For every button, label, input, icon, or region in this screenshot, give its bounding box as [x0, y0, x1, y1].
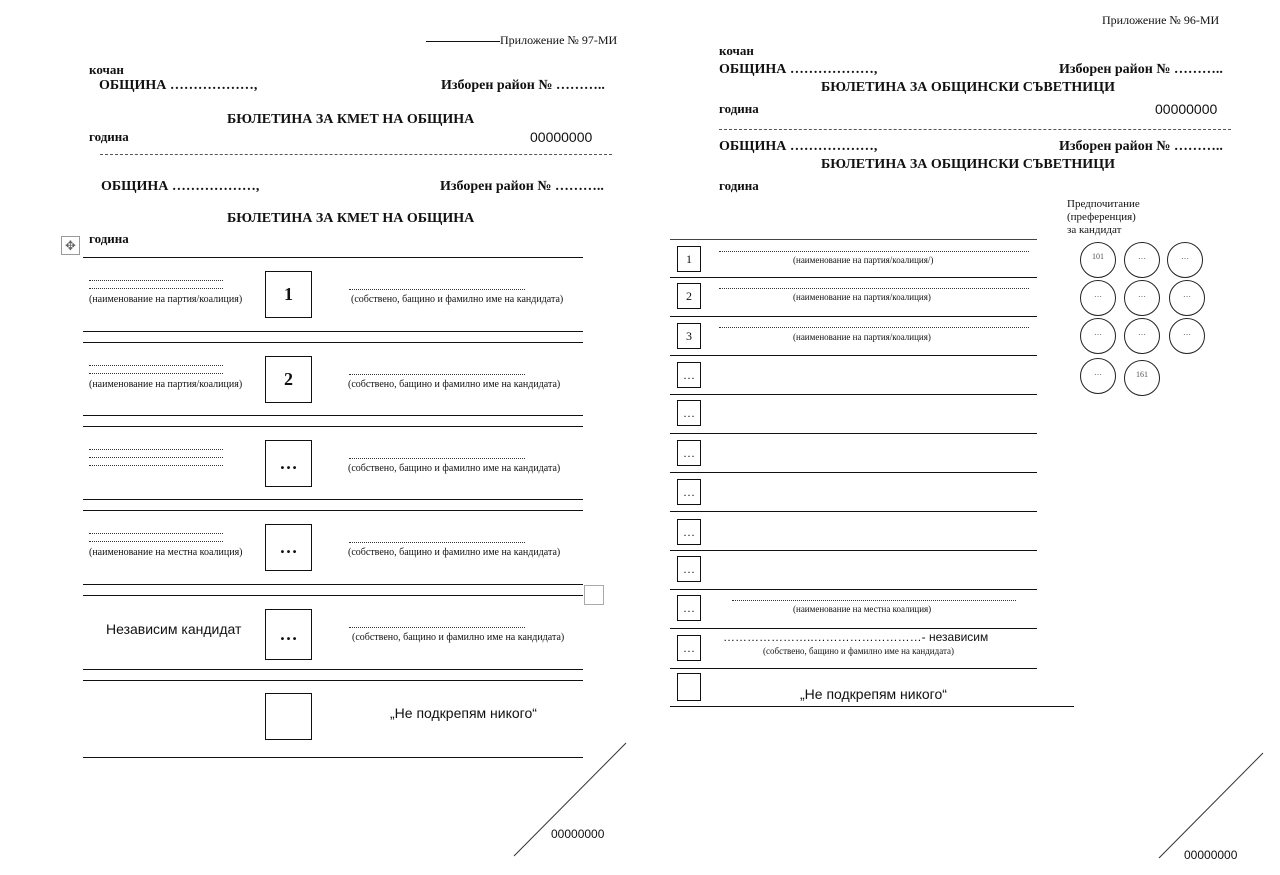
vote-box-none[interactable]: [265, 693, 312, 740]
preference-circle-161[interactable]: 161: [1124, 360, 1160, 396]
coalition-box[interactable]: …: [677, 595, 701, 621]
preference-circle[interactable]: …: [1169, 280, 1205, 316]
move-handle-icon[interactable]: ✥: [61, 236, 80, 255]
party-caption: (наименование на партия/коалиция): [793, 292, 931, 302]
party-dots: [89, 449, 223, 450]
obshtina-label-2: ОБЩИНА ………………,: [719, 139, 878, 154]
raion-label: Изборен район № ………..: [441, 78, 605, 93]
party-dots: [89, 465, 223, 466]
party-box-7[interactable]: …: [677, 479, 701, 505]
independent-label: Независим кандидат: [106, 621, 242, 637]
party-caption: (наименование на партия/коалиция): [793, 332, 931, 342]
table-line: [670, 433, 1037, 434]
party-dots: [719, 327, 1029, 328]
table-line: [83, 680, 583, 681]
preference-circle[interactable]: …: [1080, 280, 1116, 316]
party-dots: [89, 457, 223, 458]
table-line: [670, 355, 1037, 356]
bottom-serial: 00000000: [1184, 848, 1238, 862]
party-caption: (наименование на партия/коалиция/): [793, 255, 934, 265]
party-dots: [719, 251, 1029, 252]
table-line: [670, 316, 1037, 317]
table-line: [670, 589, 1037, 590]
party-box-2[interactable]: 2: [677, 283, 701, 309]
table-line: [670, 277, 1037, 278]
table-line: [83, 499, 583, 500]
coalition-dots: [89, 541, 223, 542]
vote-box-5[interactable]: …: [265, 609, 312, 660]
resize-handle-icon[interactable]: [584, 585, 604, 605]
ballot-title-2: БЮЛЕТИНА ЗА ОБЩИНСКИ СЪВЕТНИЦИ: [821, 157, 1115, 172]
candidate-caption: (собствено, бащино и фамилно име на кандидата): [348, 547, 561, 558]
preference-circle[interactable]: …: [1124, 318, 1160, 354]
obshtina-label: ОБЩИНА ………………,: [719, 62, 878, 77]
party-box-1[interactable]: 1: [677, 246, 701, 272]
table-line: [670, 668, 1037, 669]
pref-line-3: за кандидат: [1067, 224, 1122, 236]
candidate-dots: [349, 542, 525, 543]
corner-cut-line: [1155, 750, 1267, 862]
table-line: [83, 342, 583, 343]
raion-label-2: Изборен район № ………..: [1059, 139, 1223, 154]
candidate-dots: [349, 374, 525, 375]
candidate-caption: (собствено, бащино и фамилно име на кандидата): [348, 379, 561, 390]
vote-box-none[interactable]: [677, 673, 701, 701]
pref-line-2: (преференция): [1067, 211, 1136, 223]
vote-box-3[interactable]: …: [265, 440, 312, 487]
independent-caption: (собствено, бащино и фамилно име на кандидата): [763, 646, 954, 656]
corner-cut-line: [510, 740, 630, 860]
party-box-5[interactable]: …: [677, 400, 701, 426]
table-line: [670, 394, 1037, 395]
table-line: [83, 415, 583, 416]
obshtina-label: ОБЩИНА ………………,: [99, 78, 258, 93]
coalition-dots: [89, 533, 223, 534]
coalition-dots: [732, 600, 1016, 601]
pref-line-1: Предпочитание: [1067, 198, 1140, 210]
preference-circle[interactable]: …: [1124, 280, 1160, 316]
table-line: [670, 550, 1037, 551]
raion-label: Изборен район № ………..: [1059, 62, 1223, 77]
table-line: [670, 511, 1037, 512]
party-caption: (наименование на партия/коалиция): [89, 379, 243, 390]
candidate-dots: [349, 627, 525, 628]
table-line: [670, 472, 1037, 473]
table-line: [83, 757, 583, 758]
ballot-title-2: БЮЛЕТИНА ЗА КМЕТ НА ОБЩИНА: [227, 211, 475, 226]
cut-line: [719, 129, 1231, 130]
godina-label: година: [89, 129, 129, 144]
party-box-8[interactable]: …: [677, 519, 701, 545]
coalition-caption: (наименование на местна коалиция): [89, 547, 243, 558]
none-label: „Не подкрепям никого“: [800, 686, 947, 702]
table-line: [83, 669, 583, 670]
annex-line: [426, 41, 500, 42]
independent-box[interactable]: …: [677, 635, 701, 661]
preference-circle[interactable]: …: [1080, 358, 1116, 394]
bottom-serial: 00000000: [551, 827, 605, 841]
serial-number: 00000000: [1155, 101, 1218, 117]
ballot-title: БЮЛЕТИНА ЗА КМЕТ НА ОБЩИНА: [227, 112, 475, 127]
raion-label-2: Изборен район № ………..: [440, 179, 604, 194]
godina-label-2: година: [719, 178, 759, 193]
table-line: [83, 257, 583, 258]
coalition-caption: (наименование на местна коалиция): [793, 604, 932, 614]
none-label: „Не подкрепям никого“: [390, 705, 537, 721]
candidate-caption: (собствено, бащино и фамилно име на кандидата): [351, 294, 564, 305]
party-box-4[interactable]: …: [677, 362, 701, 388]
table-line: [83, 595, 583, 596]
party-dots: [89, 280, 223, 281]
table-line: [83, 510, 583, 511]
serial-number: 00000000: [530, 129, 593, 145]
table-line: [670, 706, 1074, 707]
party-dots: [89, 373, 223, 374]
candidate-caption: (собствено, бащино и фамилно име на кандидата): [352, 632, 565, 643]
table-line: [83, 426, 583, 427]
party-box-3[interactable]: 3: [677, 323, 701, 349]
cut-line: [100, 154, 612, 155]
preference-circle[interactable]: …: [1124, 242, 1160, 278]
vote-box-1[interactable]: 1: [265, 271, 312, 318]
preference-circle[interactable]: …: [1080, 318, 1116, 354]
preference-circle-101[interactable]: 101: [1080, 242, 1116, 278]
vote-box-2[interactable]: 2: [265, 356, 312, 403]
preference-circle[interactable]: …: [1169, 318, 1205, 354]
party-dots: [89, 365, 223, 366]
party-dots: [89, 288, 223, 289]
party-dots: [719, 288, 1029, 289]
party-box-9[interactable]: …: [677, 556, 701, 582]
kochan-label: кочан: [89, 62, 124, 77]
party-box-6[interactable]: …: [677, 440, 701, 466]
table-line: [83, 584, 583, 585]
godina-label: година: [719, 101, 759, 116]
annex-label: Приложение № 97-МИ: [500, 33, 618, 47]
preference-title: [1067, 198, 1140, 237]
party-caption: (наименование на партия/коалиция): [89, 294, 243, 305]
table-line: [83, 331, 583, 332]
ballot-title: БЮЛЕТИНА ЗА ОБЩИНСКИ СЪВЕТНИЦИ: [821, 80, 1115, 95]
candidate-dots: [349, 289, 525, 290]
independent-line: …………………..………………………- независим: [723, 630, 989, 644]
kochan-label: кочан: [719, 43, 754, 58]
table-line: [670, 239, 1037, 240]
vote-box-4[interactable]: …: [265, 524, 312, 571]
annex-label: Приложение № 96-МИ: [1102, 13, 1220, 27]
godina-label-2: година: [89, 231, 129, 246]
candidate-dots: [349, 458, 525, 459]
candidate-caption: (собствено, бащино и фамилно име на кандидата): [348, 463, 561, 474]
table-line: [670, 628, 1037, 629]
preference-circle[interactable]: …: [1167, 242, 1203, 278]
obshtina-label-2: ОБЩИНА ………………,: [101, 179, 260, 194]
